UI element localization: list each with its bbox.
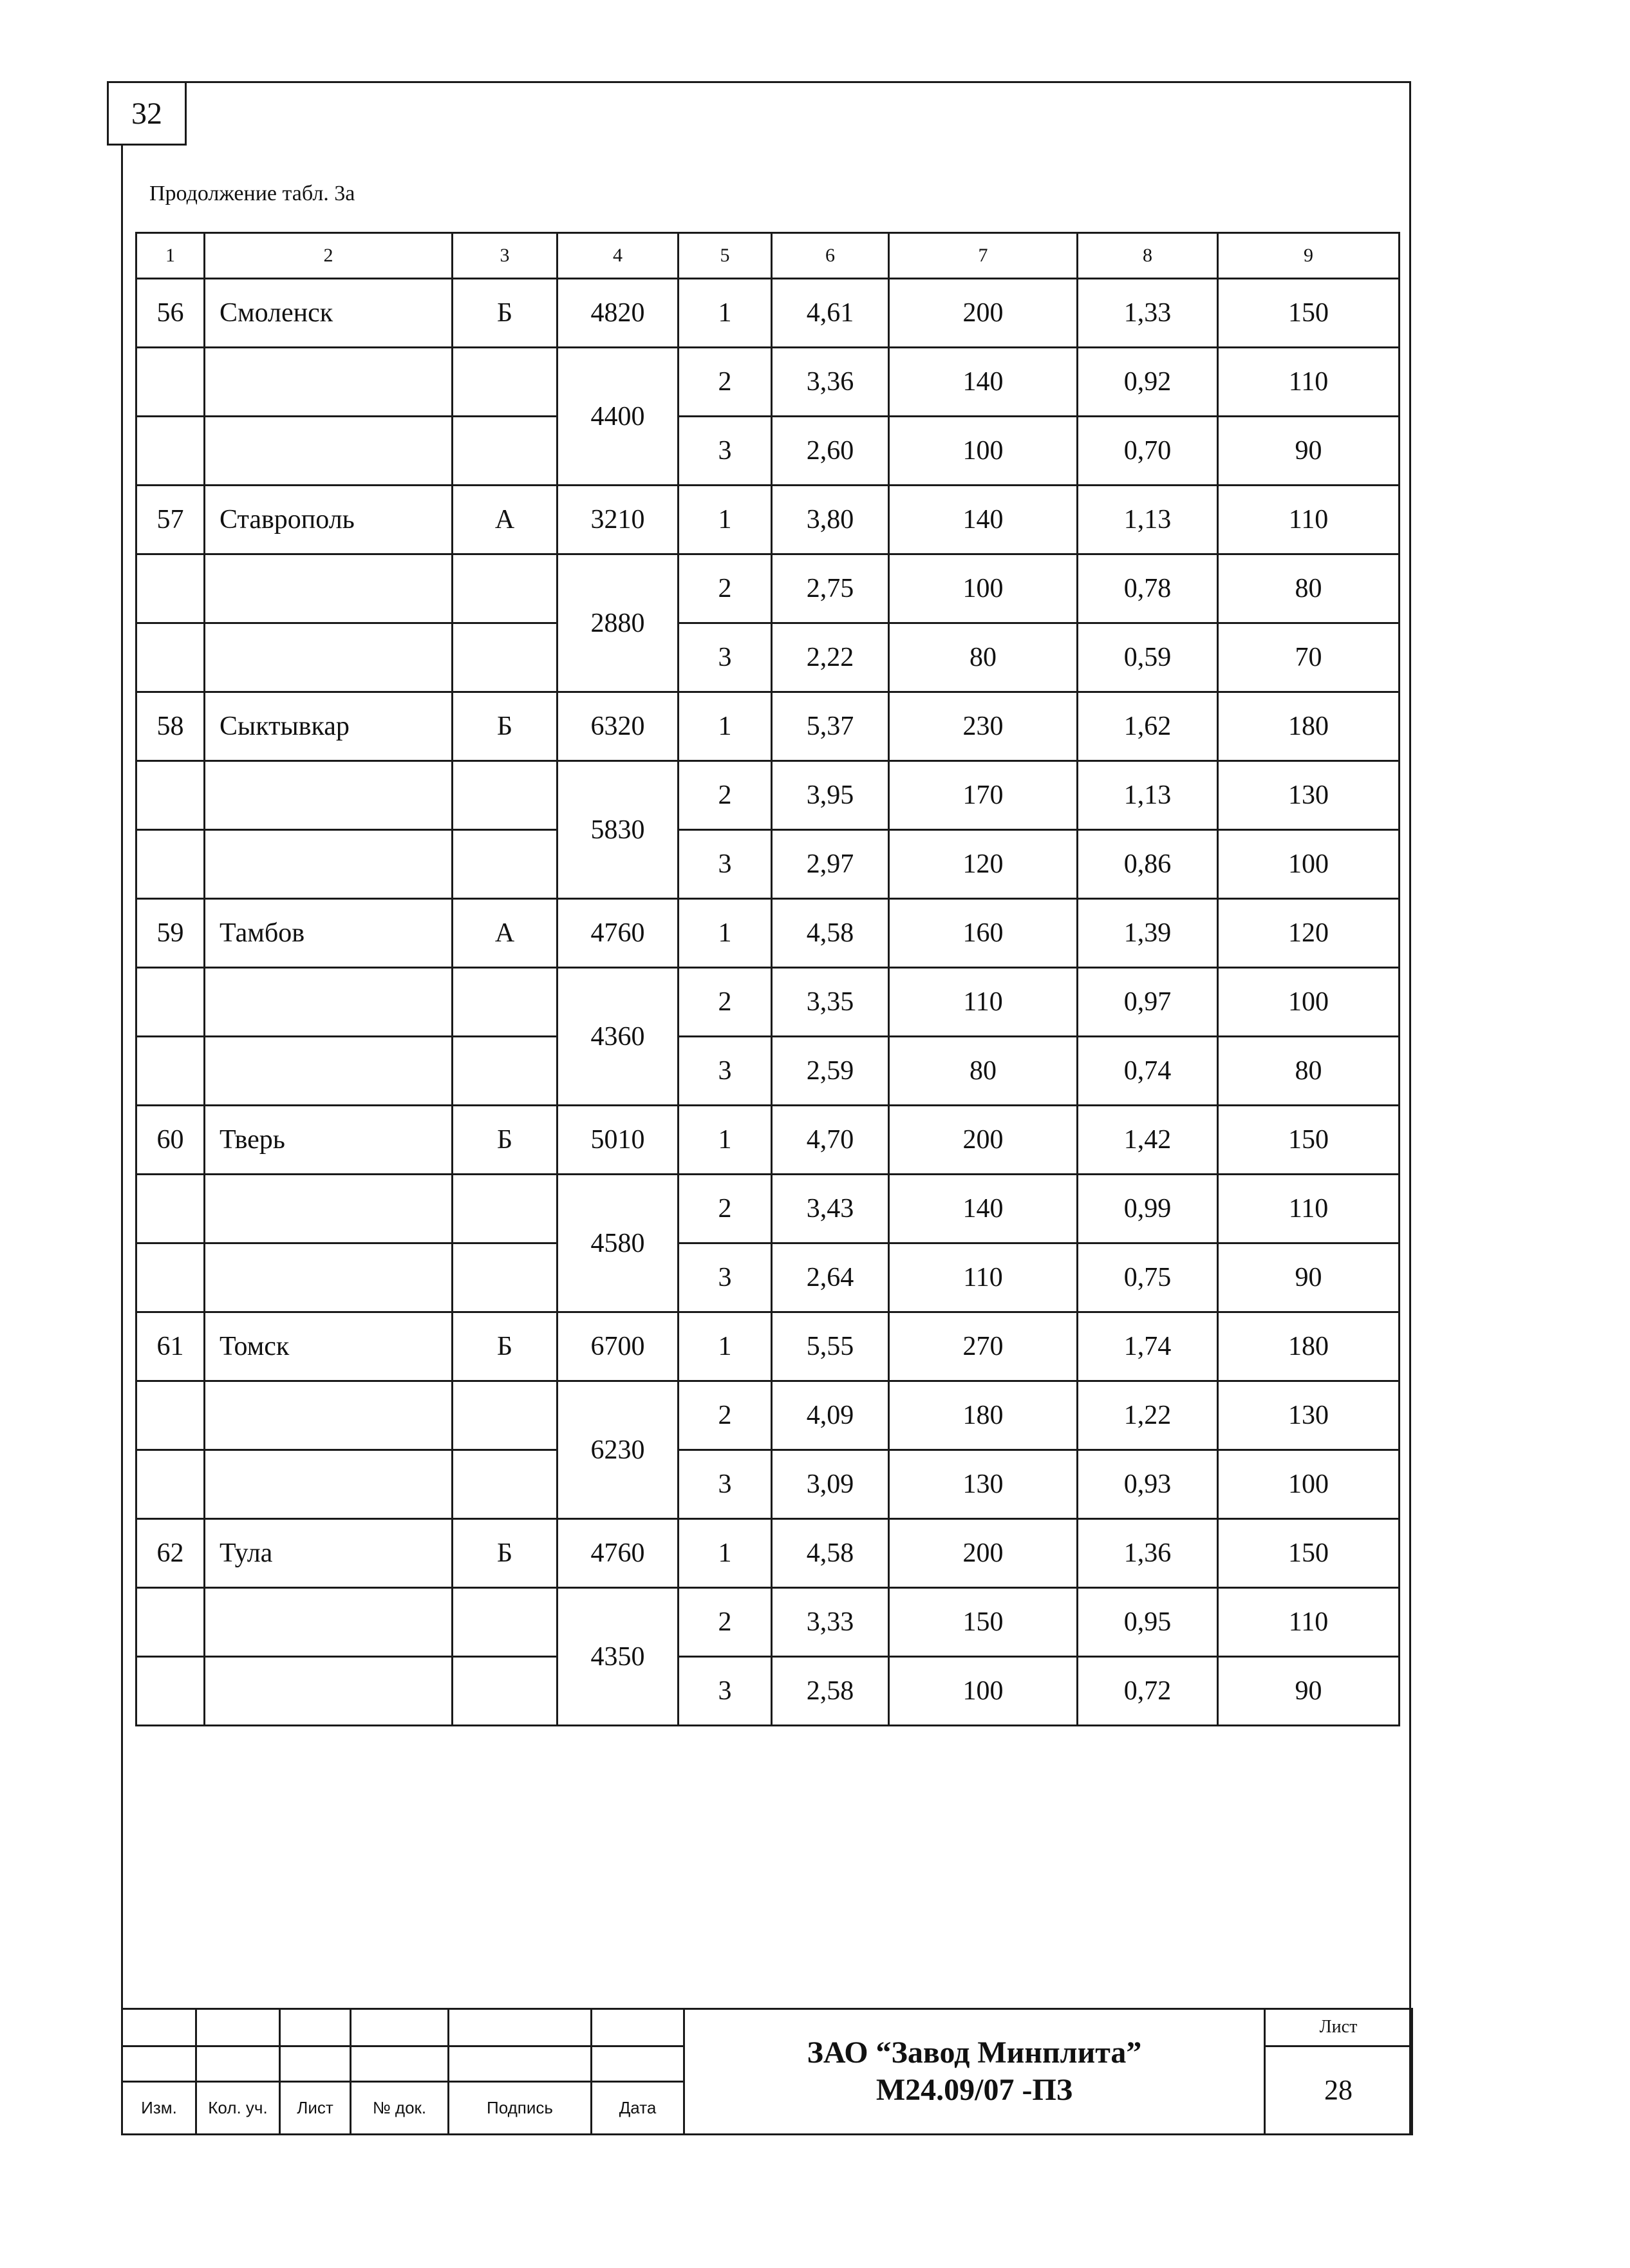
row-number-cell [136,1450,205,1519]
row-number-cell [136,761,205,830]
stamp-label-kol: Кол. уч. [196,2082,280,2135]
header-cell: 9 [1218,233,1400,279]
row-number-cell [136,1037,205,1106]
stamp-label-sign: Подпись [449,2082,592,2135]
value-cell: 90 [1218,417,1400,486]
table-row [136,1175,1400,1243]
value-cell: 2,64 [772,1243,889,1312]
city-cell [205,1175,453,1243]
document-title [684,2009,1265,2135]
value-cell: 3,35 [772,968,889,1037]
value-cell: 1 [679,1106,772,1175]
row-number-cell [136,1657,205,1726]
value-cell: 1,22 [1078,1381,1218,1450]
value-cell: 3,43 [772,1175,889,1243]
stamp-cell [592,2046,684,2081]
value-cell: 80 [1218,1037,1400,1106]
zone-cell [453,1243,557,1312]
value-cell: 2 [679,1175,772,1243]
table-row [136,1037,1400,1106]
value-cell: 0,95 [1078,1588,1218,1657]
city-cell [205,1450,453,1519]
value-cell: 80 [889,1037,1078,1106]
city-cell [205,554,453,623]
table-caption: Продолжение табл. 3а [149,182,355,205]
value-cell: 4,58 [772,1519,889,1588]
zone-cell [453,1588,557,1657]
value-cell: 110 [889,968,1078,1037]
value-cell: 0,86 [1078,830,1218,899]
row-number-cell [136,830,205,899]
value-cell: 1,62 [1078,692,1218,761]
value-cell: 200 [889,1106,1078,1175]
value-cell: 3,36 [772,348,889,417]
zone-cell [453,417,557,486]
zone-cell: Б [453,1312,557,1381]
value-cell: 140 [889,1175,1078,1243]
value-cell: 3,33 [772,1588,889,1657]
zone-cell: Б [453,1106,557,1175]
row-number-cell [136,623,205,692]
value-cell: 3 [679,1037,772,1106]
header-cell: 8 [1078,233,1218,279]
gsop-cell: 3210 [557,486,679,554]
value-cell: 1,36 [1078,1519,1218,1588]
value-cell: 1,42 [1078,1106,1218,1175]
value-cell: 1,39 [1078,899,1218,968]
city-cell: Томск [205,1312,453,1381]
value-cell: 3 [679,1243,772,1312]
table-row [136,279,1400,348]
sheet-number: 28 [1265,2046,1412,2134]
row-number-cell: 61 [136,1312,205,1381]
value-cell: 1,13 [1078,761,1218,830]
value-cell: 5,37 [772,692,889,761]
table-row [136,968,1400,1037]
value-cell: 3 [679,830,772,899]
value-cell: 200 [889,1519,1078,1588]
value-cell: 110 [1218,486,1400,554]
header-cell: 4 [557,233,679,279]
table-row [136,1243,1400,1312]
stamp-label-izm: Изм. [122,2082,196,2135]
value-cell: 3 [679,623,772,692]
value-cell: 100 [1218,1450,1400,1519]
city-cell [205,761,453,830]
stamp-label-date: Дата [592,2082,684,2135]
table-row [136,1450,1400,1519]
stamp-cell [280,2009,351,2046]
value-cell: 1,74 [1078,1312,1218,1381]
city-cell [205,348,453,417]
table-row [136,1381,1400,1450]
stamp-label-doc: № док. [351,2082,449,2135]
value-cell: 5,55 [772,1312,889,1381]
value-cell: 230 [889,692,1078,761]
zone-cell: А [453,899,557,968]
gsop-cell: 4400 [557,348,679,486]
stamp-cell [449,2009,592,2046]
value-cell: 0,78 [1078,554,1218,623]
value-cell: 2,97 [772,830,889,899]
row-number-cell [136,1243,205,1312]
city-cell [205,1588,453,1657]
row-number-cell: 56 [136,279,205,348]
value-cell: 3 [679,1450,772,1519]
value-cell: 0,59 [1078,623,1218,692]
table-row [136,1519,1400,1588]
value-cell: 3 [679,417,772,486]
value-cell: 2 [679,554,772,623]
zone-cell [453,623,557,692]
value-cell: 0,70 [1078,417,1218,486]
value-cell: 90 [1218,1243,1400,1312]
header-cell: 5 [679,233,772,279]
value-cell: 3,95 [772,761,889,830]
header-cell: 6 [772,233,889,279]
table-row [136,623,1400,692]
city-cell [205,968,453,1037]
gsop-cell: 4820 [557,279,679,348]
value-cell: 4,70 [772,1106,889,1175]
value-cell: 110 [1218,1588,1400,1657]
city-cell: Тамбов [205,899,453,968]
value-cell: 110 [889,1243,1078,1312]
value-cell: 120 [889,830,1078,899]
zone-cell [453,968,557,1037]
table-row [136,417,1400,486]
page-number: 32 [107,81,187,146]
value-cell: 4,58 [772,899,889,968]
sheet-label: Лист [1265,2009,1412,2046]
value-cell: 2,60 [772,417,889,486]
value-cell: 0,99 [1078,1175,1218,1243]
gsop-cell: 5010 [557,1106,679,1175]
city-cell [205,1657,453,1726]
value-cell: 1,33 [1078,279,1218,348]
value-cell: 2 [679,761,772,830]
stamp-cell [280,2046,351,2081]
gsop-cell: 6320 [557,692,679,761]
value-cell: 100 [1218,968,1400,1037]
table-row [136,348,1400,417]
value-cell: 150 [1218,279,1400,348]
gsop-cell: 4760 [557,1519,679,1588]
value-cell: 2 [679,1381,772,1450]
value-cell: 150 [1218,1106,1400,1175]
value-cell: 4,09 [772,1381,889,1450]
value-cell: 130 [889,1450,1078,1519]
row-number-cell: 60 [136,1106,205,1175]
zone-cell: Б [453,279,557,348]
value-cell: 100 [889,554,1078,623]
city-cell: Смоленск [205,279,453,348]
table-row [136,1588,1400,1657]
value-cell: 120 [1218,899,1400,968]
stamp-cell [351,2046,449,2081]
city-cell: Ставрополь [205,486,453,554]
value-cell: 270 [889,1312,1078,1381]
value-cell: 1 [679,279,772,348]
value-cell: 0,74 [1078,1037,1218,1106]
row-number-cell [136,417,205,486]
value-cell: 3 [679,1657,772,1726]
value-cell: 180 [1218,1312,1400,1381]
zone-cell [453,1657,557,1726]
value-cell: 2,22 [772,623,889,692]
value-cell: 1,13 [1078,486,1218,554]
header-cell: 3 [453,233,557,279]
value-cell: 2,58 [772,1657,889,1726]
value-cell: 4,61 [772,279,889,348]
value-cell: 130 [1218,1381,1400,1450]
value-cell: 100 [1218,830,1400,899]
table-row [136,692,1400,761]
value-cell: 90 [1218,1657,1400,1726]
gsop-cell: 6700 [557,1312,679,1381]
value-cell: 2 [679,348,772,417]
row-number-cell [136,348,205,417]
table-row [136,486,1400,554]
zone-cell: Б [453,1519,557,1588]
zone-cell [453,1381,557,1450]
table-row [136,1106,1400,1175]
value-cell: 150 [889,1588,1078,1657]
value-cell: 0,92 [1078,348,1218,417]
stamp-cell [449,2046,592,2081]
city-cell [205,830,453,899]
header-cell: 1 [136,233,205,279]
value-cell: 3,80 [772,486,889,554]
city-cell: Тверь [205,1106,453,1175]
zone-cell [453,1450,557,1519]
value-cell: 0,72 [1078,1657,1218,1726]
value-cell: 1 [679,1519,772,1588]
table-row [136,761,1400,830]
stamp-cell [196,2046,280,2081]
row-number-cell: 59 [136,899,205,968]
zone-cell [453,761,557,830]
table-row [136,1657,1400,1726]
table-header-row [136,233,1400,279]
city-cell [205,1243,453,1312]
value-cell: 140 [889,486,1078,554]
value-cell: 80 [1218,554,1400,623]
row-number-cell: 62 [136,1519,205,1588]
value-cell: 70 [1218,623,1400,692]
stamp-cell [351,2009,449,2046]
city-cell [205,623,453,692]
row-number-cell [136,1588,205,1657]
row-number-cell: 57 [136,486,205,554]
city-cell [205,417,453,486]
zone-cell: А [453,486,557,554]
gsop-cell: 4760 [557,899,679,968]
zone-cell [453,1037,557,1106]
value-cell: 0,75 [1078,1243,1218,1312]
value-cell: 110 [1218,1175,1400,1243]
gsop-cell: 4360 [557,968,679,1106]
row-number-cell: 58 [136,692,205,761]
value-cell: 0,93 [1078,1450,1218,1519]
zone-cell [453,554,557,623]
table-row [136,554,1400,623]
value-cell: 170 [889,761,1078,830]
value-cell: 1 [679,899,772,968]
value-cell: 160 [889,899,1078,968]
zone-cell [453,830,557,899]
value-cell: 2,75 [772,554,889,623]
gsop-cell: 4350 [557,1588,679,1726]
value-cell: 1 [679,486,772,554]
value-cell: 1 [679,1312,772,1381]
table-row [136,899,1400,968]
gsop-cell: 6230 [557,1381,679,1519]
stamp-cell [122,2046,196,2081]
value-cell: 140 [889,348,1078,417]
row-number-cell [136,1381,205,1450]
value-cell: 150 [1218,1519,1400,1588]
value-cell: 110 [1218,348,1400,417]
title-block [121,2008,1411,2135]
gsop-cell: 2880 [557,554,679,692]
value-cell: 130 [1218,761,1400,830]
value-cell: 80 [889,623,1078,692]
document-code: М24.09/07 -ПЗ [876,2073,1073,2107]
value-cell: 180 [889,1381,1078,1450]
gsop-cell: 4580 [557,1175,679,1312]
value-cell: 0,97 [1078,968,1218,1037]
gsop-cell: 5830 [557,761,679,899]
city-cell: Сыктывкар [205,692,453,761]
value-cell: 3,09 [772,1450,889,1519]
zone-cell [453,348,557,417]
header-cell: 7 [889,233,1078,279]
row-number-cell [136,968,205,1037]
data-table [135,232,1400,1726]
value-cell: 2 [679,968,772,1037]
value-cell: 180 [1218,692,1400,761]
value-cell: 1 [679,692,772,761]
stamp-cell [122,2009,196,2046]
row-number-cell [136,554,205,623]
zone-cell: Б [453,692,557,761]
table-row [136,1312,1400,1381]
stamp-label-list: Лист [280,2082,351,2135]
city-cell [205,1037,453,1106]
company-name: ЗАО “Завод Минплита” [807,2036,1142,2070]
value-cell: 100 [889,417,1078,486]
city-cell [205,1381,453,1450]
value-cell: 200 [889,279,1078,348]
city-cell: Тула [205,1519,453,1588]
stamp-cell [196,2009,280,2046]
table-row [136,830,1400,899]
stamp-cell [592,2009,684,2046]
zone-cell [453,1175,557,1243]
value-cell: 100 [889,1657,1078,1726]
value-cell: 2 [679,1588,772,1657]
row-number-cell [136,1175,205,1243]
header-cell: 2 [205,233,453,279]
value-cell: 2,59 [772,1037,889,1106]
